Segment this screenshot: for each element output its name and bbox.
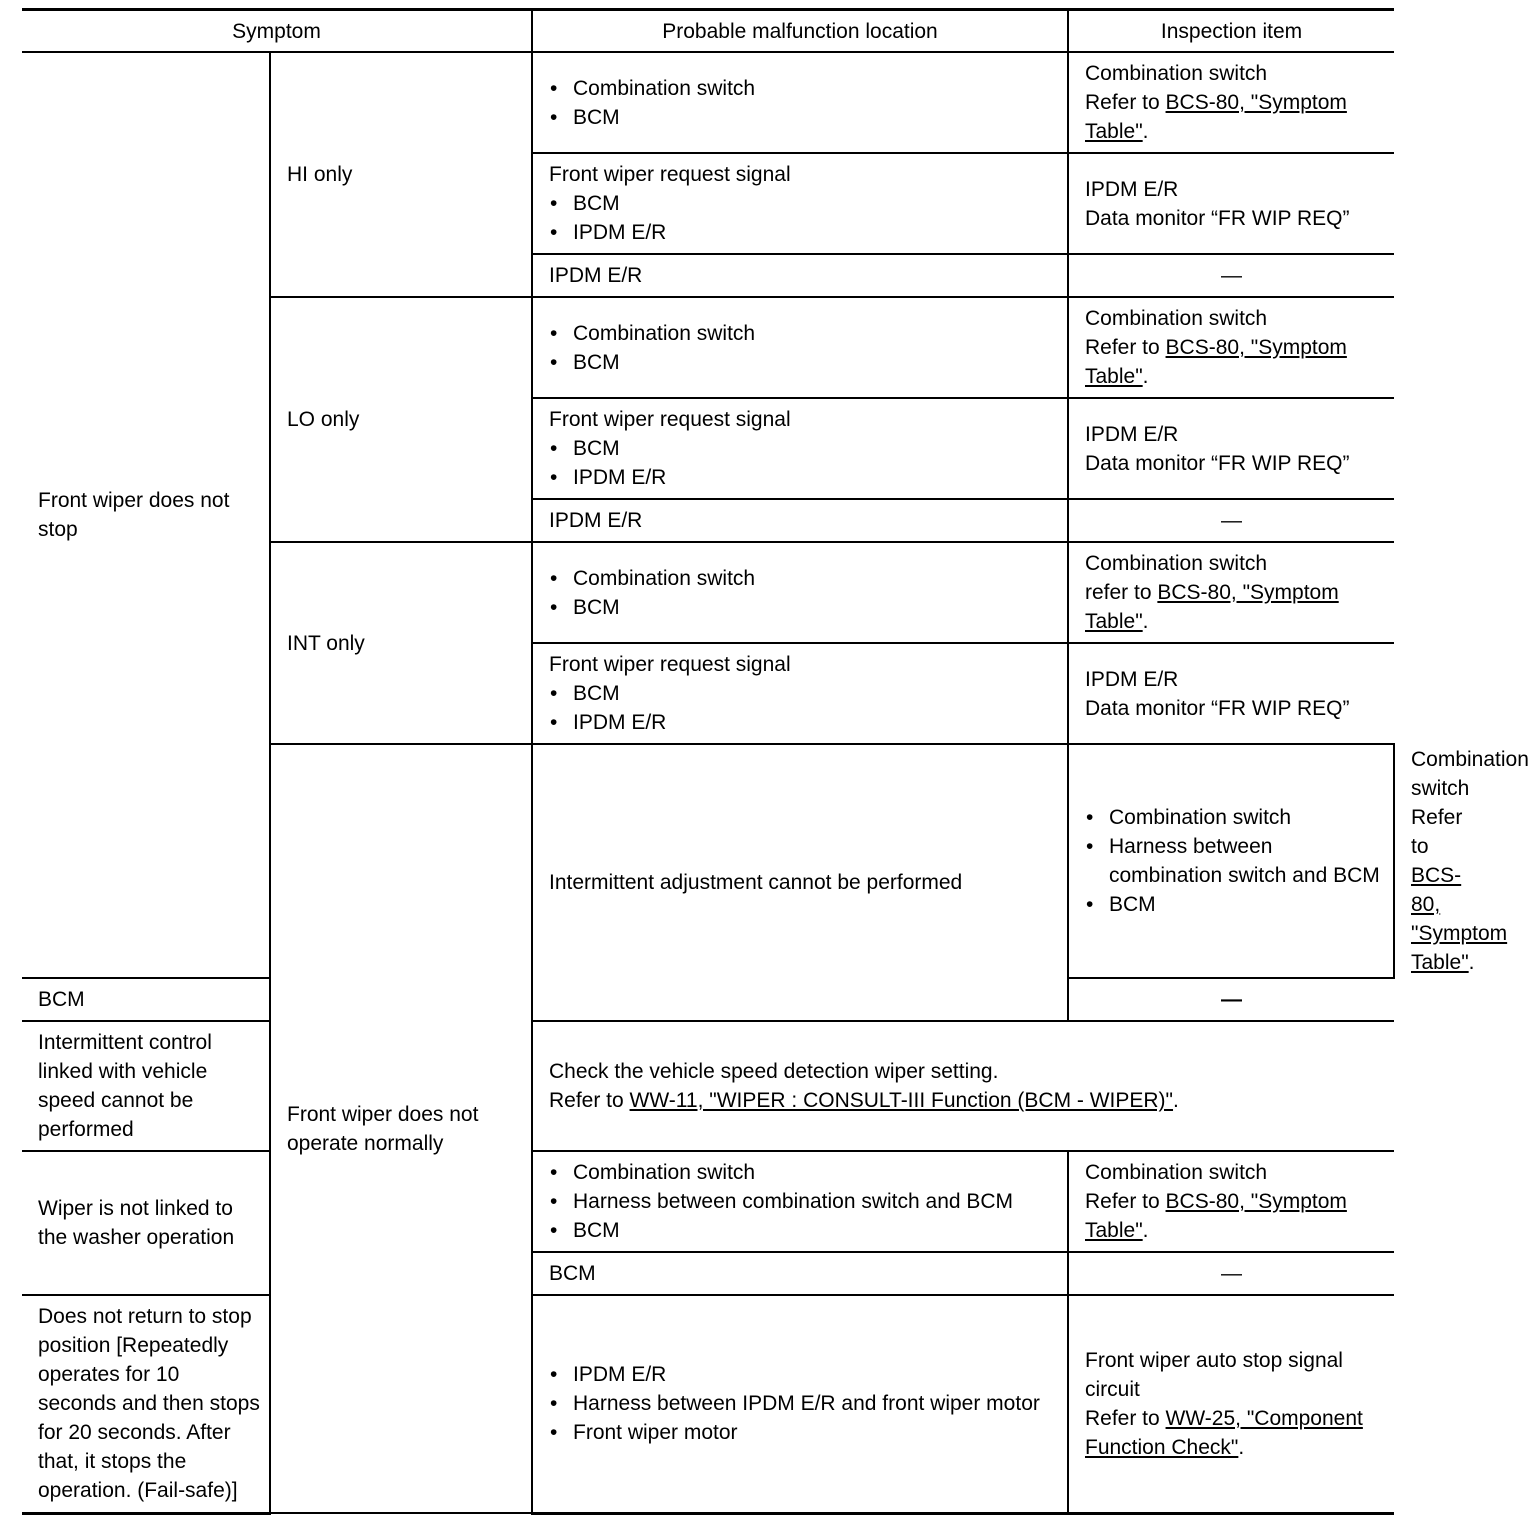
location-request-signal: Front wiper request signal	[549, 653, 791, 676]
speed-check-cell	[532, 1021, 1394, 1151]
location-ipdm: IPDM E/R	[532, 499, 1068, 542]
list-item: • BCM	[549, 189, 1067, 218]
location-cell	[532, 542, 1068, 643]
list-item: • Front wiper motor	[549, 1418, 1047, 1447]
inspection-cell	[1068, 1151, 1394, 1252]
list-item: • IPDM E/R	[549, 463, 1067, 492]
location-cell	[532, 643, 1068, 744]
table-row	[22, 52, 1394, 153]
location-request-signal: Front wiper request signal	[549, 163, 791, 186]
location-list	[549, 1360, 1047, 1447]
header-row	[22, 10, 1394, 53]
list-item: • Combination switch	[549, 1158, 1061, 1187]
inspection-dash: —	[1068, 254, 1394, 297]
location-bcm: BCM	[532, 1252, 1068, 1295]
bcs-80-link[interactable]: BCS-80, "Symptom Table"	[1085, 336, 1347, 388]
speed-check-reference: Refer to WW-11, "WIPER : CONSULT-III Function (BCM - WIPER)".	[549, 1089, 1179, 1112]
location-list	[549, 564, 1067, 622]
inspection-reference: refer to BCS-80, "Symptom Table".	[1085, 581, 1339, 633]
list-item: • BCM	[549, 593, 1067, 622]
inspection-autostop: Front wiper auto stop signal circuit	[1085, 1348, 1343, 1401]
list-item: • BCM	[1085, 890, 1387, 919]
speed-check-text: Check the vehicle speed detection wiper setting.	[549, 1060, 999, 1083]
symptom-table	[22, 8, 1529, 1515]
location-list	[549, 189, 1067, 247]
inspection-combo: Combination switch	[1085, 62, 1268, 85]
location-list	[549, 434, 1067, 492]
inspection-dash: —	[1068, 978, 1394, 1021]
table-row	[22, 1021, 1394, 1151]
list-item: • Combination switch	[1085, 803, 1387, 832]
list-item: • BCM	[549, 103, 1067, 132]
list-item: • Harness between IPDM E/R and front wiper motor	[549, 1389, 1047, 1418]
header-symptom: Symptom	[22, 10, 532, 53]
group-front-wiper-does-not-stop: Front wiper does not stop	[22, 52, 270, 978]
location-list	[549, 679, 1067, 737]
inspection-cell	[1068, 542, 1394, 643]
location-cell	[532, 1295, 1068, 1513]
inspection-combo: Combination switch	[1085, 307, 1268, 330]
table-row: Front wiper does not operate normally Intermittent adjustment cannot be performed • Combination switch • Harness between combination switch and BCM • BCM Combination switch Refer to BCS-80, "Symptom Table".	[22, 744, 1394, 978]
location-cell	[532, 1151, 1068, 1252]
bcs-80-link[interactable]: BCS-80, "Symptom Table"	[1085, 91, 1347, 143]
list-item: • BCM	[549, 434, 1067, 463]
inspection-data-monitor: Data monitor “FR WIP REQ”	[1085, 451, 1350, 475]
bcs-80-link[interactable]: BCS-80, "Symptom Table"	[1411, 864, 1508, 974]
symptom-int-only: INT only	[270, 542, 532, 744]
group-front-wiper-does-not-operate-normally: Front wiper does not operate normally	[270, 744, 532, 1513]
inspection-cell	[1068, 1295, 1394, 1513]
location-cell	[532, 297, 1068, 398]
list-item: • Combination switch	[549, 564, 1067, 593]
location-list	[549, 1158, 1061, 1245]
symptom-washer-link: Wiper is not linked to the washer operation	[22, 1151, 270, 1295]
header-inspection: Inspection item	[1068, 10, 1394, 53]
location-cell	[532, 52, 1068, 153]
inspection-cell	[1068, 153, 1394, 254]
symptom-fail-safe: Does not return to stop position [Repeatedly operates for 10 seconds and then stops for 20 seconds. After that, it stops the operation. (Fail-safe)]	[22, 1295, 270, 1513]
list-item: • Harness between combination switch and BCM	[1085, 832, 1387, 890]
header-location: Probable malfunction location	[532, 10, 1068, 53]
inspection-reference: Refer to BCS-80, "Symptom Table".	[1085, 1190, 1347, 1242]
inspection-cell	[1068, 297, 1394, 398]
list-item: • Combination switch	[549, 74, 1067, 103]
inspection-reference: Refer to BCS-80, "Symptom Table".	[1085, 336, 1347, 388]
location-ipdm: IPDM E/R	[532, 254, 1068, 297]
symptom-intermittent-adjustment: Intermittent adjustment cannot be performed	[532, 744, 1068, 1021]
inspection-reference: Refer to WW-25, "Component Function Check".	[1085, 1406, 1363, 1459]
list-item: • IPDM E/R	[549, 1360, 1047, 1389]
list-item: • Combination switch	[549, 319, 1067, 348]
table-row	[22, 1151, 1394, 1252]
inspection-ipdm: IPDM E/R	[1085, 667, 1179, 691]
inspection-reference: Refer to BCS-80, "Symptom Table".	[1085, 91, 1347, 143]
location-cell	[532, 153, 1068, 254]
ww-11-link[interactable]: WW-11, "WIPER : CONSULT-III Function (BCM - WIPER)"	[629, 1089, 1174, 1112]
bcs-80-link[interactable]: BCS-80, "Symptom Table"	[1085, 581, 1339, 633]
list-item: • BCM	[549, 679, 1067, 708]
list-item: • BCM	[549, 348, 1067, 377]
inspection-combo: Combination switch	[1085, 1161, 1268, 1184]
inspection-cell	[1068, 52, 1394, 153]
location-cell	[1068, 744, 1394, 978]
inspection-combo: Combination switch	[1085, 552, 1268, 575]
location-cell	[532, 398, 1068, 499]
table-row	[22, 1295, 1394, 1513]
inspection-dash: —	[1068, 1252, 1394, 1295]
list-item: • BCM	[549, 1216, 1061, 1245]
location-list	[549, 319, 1067, 377]
location-request-signal: Front wiper request signal	[549, 408, 791, 431]
inspection-data-monitor: Data monitor “FR WIP REQ”	[1085, 206, 1350, 230]
inspection-data-monitor: Data monitor “FR WIP REQ”	[1085, 696, 1350, 720]
inspection-cell	[1068, 643, 1394, 744]
symptom-intermittent-speed: Intermittent control linked with vehicle speed cannot be performed	[22, 1021, 270, 1151]
inspection-ipdm: IPDM E/R	[1085, 422, 1179, 446]
symptom-hi-only: HI only	[270, 52, 532, 297]
location-bcm: BCM	[22, 978, 270, 1021]
symptom-lo-only: LO only	[270, 297, 532, 542]
list-item: • IPDM E/R	[549, 708, 1067, 737]
ww-25-link[interactable]: WW-25, "Component Function Check"	[1085, 1406, 1363, 1459]
inspection-ipdm: IPDM E/R	[1085, 177, 1179, 201]
list-item: • Harness between combination switch and BCM	[549, 1187, 1061, 1216]
list-item: • IPDM E/R	[549, 218, 1067, 247]
location-list	[549, 74, 1067, 132]
bcs-80-link[interactable]: BCS-80, "Symptom Table"	[1085, 1190, 1347, 1242]
location-list	[1085, 803, 1387, 919]
inspection-dash: —	[1068, 499, 1394, 542]
inspection-cell	[1068, 398, 1394, 499]
